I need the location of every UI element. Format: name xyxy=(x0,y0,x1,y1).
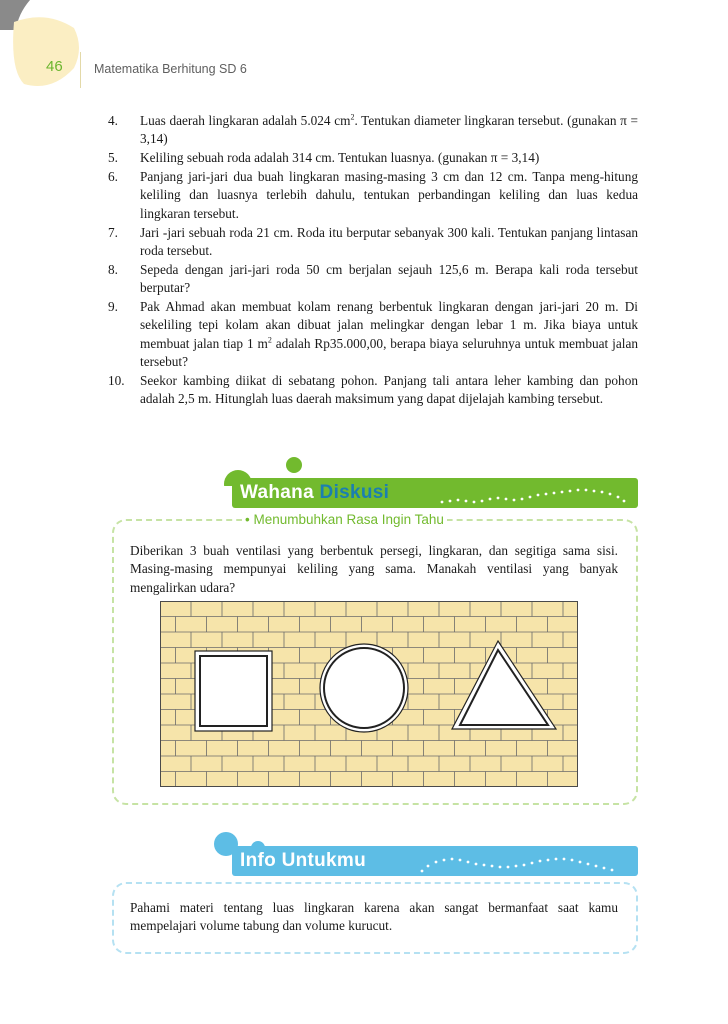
dots-decoration xyxy=(438,484,628,506)
exercise-item xyxy=(108,372,638,409)
exercise-text: Pak Ahmad akan membuat kolam renang berbentuk lingkaran dengan jari-jari 20 m. Di sekeliling tepi kolam akan dibuat jalan melingkar dengan lebar 1 m. Jika biaya untuk membuat jalan tiap 1 $m^2$ adalah Rp35.000,00, berapa biaya seluruhnya untuk membuat jalan tersebut? xyxy=(140,298,638,369)
exercise-number: 9. xyxy=(108,298,118,314)
exercise-number: 8. xyxy=(108,261,118,277)
brick-wall-figure xyxy=(160,601,578,787)
exercise-item xyxy=(108,224,638,261)
exercise-item xyxy=(108,261,638,298)
discussion-subtitle: • Menumbuhkan Rasa Ingin Tahu xyxy=(242,512,447,527)
discussion-text: Diberikan 3 buah ventilasi yang berbentuk persegi, lingkaran, dan segitiga sama sisi. Masing-masing mempunyai keliling yang sama. Manakah ventilasi yang banyak mengalirkan udara? xyxy=(130,543,618,595)
page-number: 46 xyxy=(46,58,63,75)
page-corner-decoration xyxy=(0,0,82,96)
exercise-list xyxy=(108,112,638,409)
book-title: Matematika Berhitung SD 6 xyxy=(94,62,247,76)
exercise-number: 10. xyxy=(108,372,125,388)
square-vent xyxy=(195,651,272,731)
info-text: Pahami materi tentang luas lingkaran karena akan sangat bermanfaat saat kamu mempelajari volume tabung dan volume kurucut. xyxy=(130,900,618,934)
exercise-item xyxy=(108,298,638,371)
exercise-text: Sepeda dengan jari-jari roda 50 cm berjalan sejauh 125,6 m. Berapa kali roda tersebut berputar? xyxy=(140,261,638,296)
discussion-banner xyxy=(232,478,638,508)
exercise-number: 5. xyxy=(108,150,118,166)
exercise-item xyxy=(108,112,638,149)
exercise-item xyxy=(108,168,638,223)
info-title: Info Untukmu xyxy=(240,850,367,871)
header-divider xyxy=(80,52,81,88)
exercise-text: Keliling sebuah roda adalah 314 cm. Tentukan luasnya. (gunakan π = 3,14) xyxy=(140,150,540,166)
dots-decoration xyxy=(418,852,628,874)
exercise-number: 4. xyxy=(108,113,118,128)
exercise-text: Seekor kambing diikat di sebatang pohon. Panjang tali antara leher kambing dan pohon adalah 2,5 m. Hitunglah luas daerah maksimum yang dapat dijelajah kambing tersebut. xyxy=(140,372,638,407)
exercise-text: Jari -jari sebuah roda 21 cm. Roda itu berputar sebanyak 300 kali. Tentukan panjang lintasan roda tersebut. xyxy=(140,224,638,258)
exercise-item xyxy=(108,149,638,167)
info-banner xyxy=(232,846,638,876)
exercise-number: 7. xyxy=(108,224,118,240)
circle-vent xyxy=(320,644,408,732)
exercise-number: 6. xyxy=(108,169,118,185)
discussion-title: Wahana Diskusi xyxy=(240,482,390,503)
exercise-text: Panjang jari-jari dua buah lingkaran masing-masing 3 cm dan 12 cm. Tanpa meng-hitung keliling dan luasnya terlebih dahulu, tentukan perbandingan keliling dan luas kedua lingkaran tersebut. xyxy=(140,169,638,221)
exercise-text: Luas daerah lingkaran adalah 5.024 $cm^2$. Tentukan diameter lingkaran tersebut. (gunakan π = 3,14) xyxy=(140,112,638,147)
